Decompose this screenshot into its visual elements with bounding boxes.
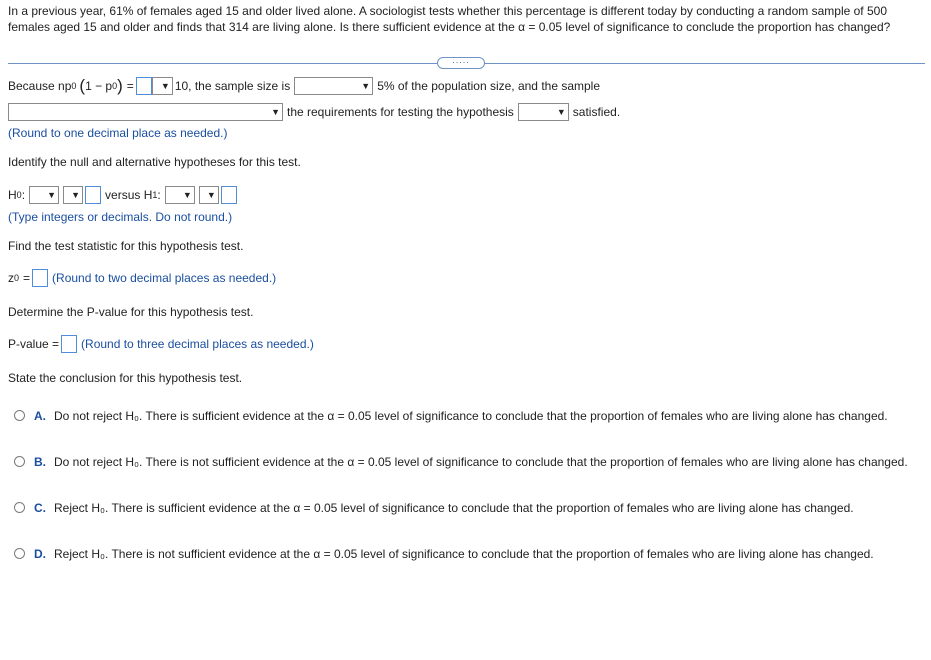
option-a-text: Do not reject H₀. There is sufficient evidence at the α = 0.05 level of significance to conclude that the proportion of females who are living alone has changed.: [54, 409, 888, 423]
radio-button-icon[interactable]: [14, 502, 25, 513]
radio-button-icon[interactable]: [14, 410, 25, 421]
z0-input[interactable]: [32, 269, 48, 287]
dropdown-arrow-icon: ▼: [271, 106, 280, 117]
sample-type-dropdown[interactable]: [8, 103, 283, 121]
option-d-letter: D.: [34, 547, 46, 561]
requirements-text: the requirements for testing the hypothesis: [287, 105, 514, 119]
problem-statement: In a previous year, 61% of females aged 15 and older lived alone. A sociologist tests whether this percentage is different today by conducting a random sample of 500 females aged 15 and older and finds that 314 are living alone. Is there sufficient evidence at the α = 0.05 level of significance to conclude the proportion has changed?: [8, 4, 891, 34]
option-a-letter: A.: [34, 409, 46, 423]
open-paren: (: [79, 76, 86, 95]
option-d[interactable]: [14, 544, 920, 564]
option-c[interactable]: [14, 498, 920, 518]
radio-button-icon[interactable]: [14, 456, 25, 467]
np-value-input[interactable]: [136, 77, 152, 95]
requirements-line-1: [8, 76, 600, 96]
dropdown-arrow-icon: ▼: [71, 189, 81, 200]
test-stat-row: [8, 268, 276, 288]
versus-text: versus H: [105, 188, 153, 202]
round-three-decimal-hint: (Round to three decimal places as needed.): [81, 337, 314, 351]
p0b-subscript: 0: [112, 81, 118, 91]
option-b-text: Do not reject H₀. There is not sufficient evidence at the α = 0.05 level of significance to conclude that the proportion of females who are living alone has changed.: [54, 455, 908, 469]
dropdown-arrow-icon: ▼: [47, 189, 57, 200]
h1-parameter-dropdown[interactable]: [165, 186, 195, 204]
close-paren: ): [117, 76, 123, 95]
option-b-letter: B.: [34, 455, 46, 469]
requirements-line-2: [8, 102, 620, 122]
percent-text: 5% of the population size, and the sample: [377, 79, 601, 93]
round-one-decimal-hint: (Round to one decimal place as needed.): [8, 126, 228, 140]
equals-sign: =: [126, 79, 134, 93]
option-b[interactable]: [14, 452, 920, 472]
h0-value-input[interactable]: [85, 186, 101, 204]
option-c-text: Reject H₀. There is sufficient evidence at the α = 0.05 level of significance to conclude that the proportion of females who are living alone has changed.: [54, 501, 854, 515]
expand-more-button[interactable]: .....: [437, 57, 485, 69]
h0-label: H: [8, 188, 17, 202]
option-d-text: Reject H₀. There is not sufficient evidence at the α = 0.05 level of significance to conclude that the proportion of females who are living alone has changed.: [54, 547, 874, 561]
pvalue-input[interactable]: [61, 335, 77, 353]
h0-parameter-dropdown[interactable]: [29, 186, 59, 204]
h1-operator-dropdown[interactable]: [199, 186, 219, 204]
radio-button-icon[interactable]: [14, 548, 25, 559]
h1-value-input[interactable]: [221, 186, 237, 204]
hypotheses-prompt: Identify the null and alternative hypotheses for this test.: [8, 155, 301, 169]
sample-size-dropdown[interactable]: [294, 77, 373, 95]
dropdown-arrow-icon: ▼: [182, 189, 192, 200]
h1-subscript: 1: [152, 190, 158, 200]
type-integers-hint: (Type integers or decimals. Do not round.): [8, 210, 233, 224]
dropdown-arrow-icon: ▼: [160, 80, 170, 91]
test-stat-prompt: Find the test statistic for this hypothesis test.: [8, 239, 244, 253]
option-a[interactable]: [14, 406, 920, 426]
pvalue-row: [8, 334, 314, 354]
dropdown-arrow-icon: ▼: [361, 80, 371, 91]
sample-size-text: 10, the sample size is: [174, 79, 291, 93]
satisfied-text: satisfied.: [572, 105, 621, 119]
h0-subscript: 0: [16, 190, 22, 200]
dropdown-arrow-icon: ▼: [556, 106, 566, 117]
z0-equals: =: [23, 271, 31, 285]
one-minus-p-text: 1 − p: [85, 79, 113, 93]
z0-label: z: [8, 271, 14, 285]
h1-colon: :: [157, 188, 161, 202]
h0-operator-dropdown[interactable]: [63, 186, 83, 204]
pvalue-label: P-value =: [8, 337, 60, 351]
option-c-letter: C.: [34, 501, 46, 515]
p0-subscript: 0: [71, 81, 77, 91]
round-two-decimal-hint: (Round to two decimal places as needed.): [52, 271, 277, 285]
dropdown-arrow-icon: ▼: [206, 189, 216, 200]
h0-colon: :: [21, 188, 26, 202]
compare-dropdown[interactable]: [152, 77, 173, 95]
z0-subscript: 0: [14, 273, 20, 283]
because-text: Because np: [8, 79, 72, 93]
conclusion-prompt: State the conclusion for this hypothesis test.: [8, 371, 243, 385]
satisfied-dropdown[interactable]: [518, 103, 569, 121]
hypotheses-row: [8, 185, 237, 205]
pvalue-prompt: Determine the P-value for this hypothesis test.: [8, 305, 254, 319]
